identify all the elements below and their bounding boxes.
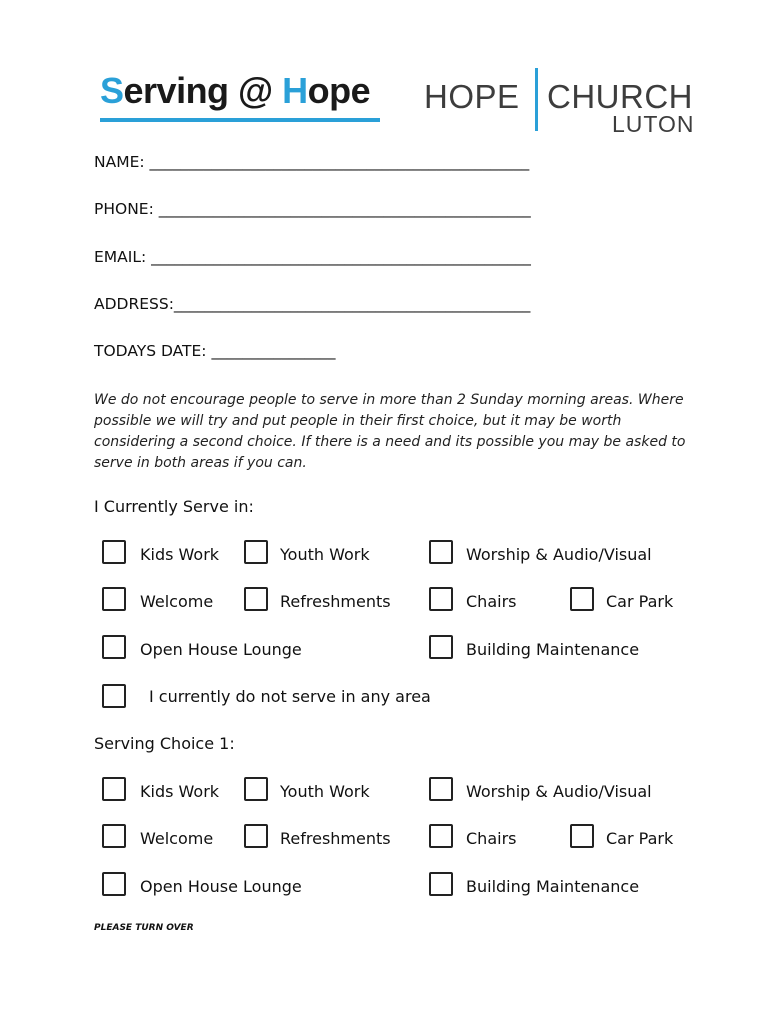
- current-worship-label: Worship & Audio/Visual: [466, 545, 652, 564]
- choice1-open-house-label: Open House Lounge: [140, 877, 302, 896]
- current-open-house-label: Open House Lounge: [140, 640, 302, 659]
- choice1-youth-work-label: Youth Work: [280, 782, 370, 801]
- logo-underline: [100, 118, 380, 122]
- current-youth-work-label: Youth Work: [280, 545, 370, 564]
- current-kids-work-checkbox[interactable]: [102, 540, 126, 564]
- current-welcome-label: Welcome: [140, 592, 214, 611]
- current-refreshments-checkbox[interactable]: [244, 587, 268, 611]
- name-field[interactable]: NAME: _________________________________________________: [94, 153, 530, 171]
- choice1-worship-label: Worship & Audio/Visual: [466, 782, 652, 801]
- church-logo-church: CHURCH: [547, 78, 693, 115]
- current-building-checkbox[interactable]: [429, 635, 453, 659]
- current-kids-work-label: Kids Work: [140, 545, 220, 564]
- current-building-label: Building Maintenance: [466, 640, 640, 659]
- choice1-worship-checkbox[interactable]: [429, 777, 453, 801]
- church-logo-divider: [535, 68, 538, 131]
- choice1-building-checkbox[interactable]: [429, 872, 453, 896]
- choice1-kids-work-label: Kids Work: [140, 782, 220, 801]
- current-car-park-label: Car Park: [606, 592, 674, 611]
- choice1-kids-work-checkbox[interactable]: [102, 777, 126, 801]
- choice1-title: Serving Choice 1:: [94, 734, 235, 753]
- church-logo-luton: LUTON: [612, 111, 695, 137]
- current-chairs-label: Chairs: [466, 592, 517, 611]
- serving-notice: We do not encourage people to serve in more than 2 Sunday morning areas. Where possible we will try and put people in their first choice, but it may be worth considering a second choice. If there is a need and its possible you may be asked to serve in both areas if you can.: [94, 392, 686, 471]
- choice1-chairs-label: Chairs: [466, 829, 517, 848]
- current-welcome-checkbox[interactable]: [102, 587, 126, 611]
- current-none-checkbox[interactable]: [102, 684, 126, 708]
- choice1-chairs-checkbox[interactable]: [429, 824, 453, 848]
- current-car-park-checkbox[interactable]: [570, 587, 594, 611]
- choice1-open-house-checkbox[interactable]: [102, 872, 126, 896]
- serving-at-hope-logo: [100, 70, 370, 112]
- current-worship-checkbox[interactable]: [429, 540, 453, 564]
- logo-initial-h: H: [282, 70, 308, 111]
- choice1-refreshments-label: Refreshments: [280, 829, 391, 848]
- todays-date-field[interactable]: TODAYS DATE: ________________: [94, 342, 336, 360]
- choice1-car-park-label: Car Park: [606, 829, 674, 848]
- current-youth-work-checkbox[interactable]: [244, 540, 268, 564]
- choice1-car-park-checkbox[interactable]: [570, 824, 594, 848]
- choice1-building-label: Building Maintenance: [466, 877, 640, 896]
- current-none-label: I currently do not serve in any area: [149, 687, 431, 706]
- choice1-refreshments-checkbox[interactable]: [244, 824, 268, 848]
- current-serve-title: I Currently Serve in:: [94, 497, 254, 516]
- current-chairs-checkbox[interactable]: [429, 587, 453, 611]
- choice1-welcome-checkbox[interactable]: [102, 824, 126, 848]
- please-turn-over-note: PLEASE TURN OVER: [94, 923, 194, 933]
- logo-initial-s: S: [100, 70, 124, 111]
- email-field[interactable]: EMAIL: _________________________________________________: [94, 248, 531, 266]
- phone-field[interactable]: PHONE: ________________________________________________: [94, 200, 531, 218]
- current-open-house-checkbox[interactable]: [102, 635, 126, 659]
- choice1-welcome-label: Welcome: [140, 829, 214, 848]
- logo-text-ope: ope: [307, 70, 371, 111]
- logo-text-erving: erving @: [123, 70, 283, 111]
- choice1-youth-work-checkbox[interactable]: [244, 777, 268, 801]
- church-logo-hope: HOPE: [424, 78, 520, 115]
- current-refreshments-label: Refreshments: [280, 592, 391, 611]
- address-field[interactable]: ADDRESS:______________________________________________: [94, 295, 531, 313]
